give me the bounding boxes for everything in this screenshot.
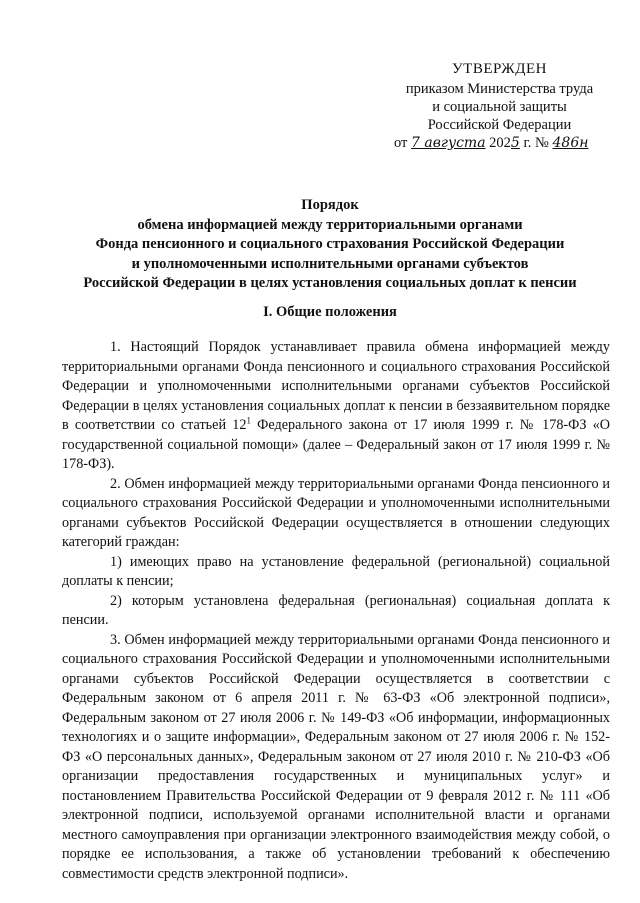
paragraph-2: 2. Обмен информацией между территориальными органами Фонда пенсионного и социального страхования Российской Федерации и уполномоченными исполнительными органами субъектов Российской Федерации осуществляется в отношении следующих категорий граждан: xyxy=(62,475,610,550)
number-label: г. № xyxy=(523,135,549,151)
title-line-2: обмена информацией между территориальными органами xyxy=(137,216,523,233)
approval-line-2: и социальной защиты xyxy=(432,99,567,115)
approval-line-3: Российской Федерации xyxy=(427,117,572,133)
approval-heading: УТВЕРЖДЕН xyxy=(452,61,547,77)
approval-date-line xyxy=(392,134,607,152)
document-body xyxy=(62,338,610,884)
paragraph-2-item-2: 2) которым установлена федеральная (региональная) социальная доплата к пенсии. xyxy=(62,592,610,628)
handwritten-year-digit: 5 xyxy=(510,135,520,151)
paragraph-3: 3. Обмен информацией между территориальными органами Фонда пенсионного и социального страхования Российской Федерации и уполномоченными исполнительными органами субъектов Российской Федерации осуществляется в соответствии с Федеральным законом от 6 апреля 2011 г. № 63-ФЗ «Об электронной подписи», Федеральным законом от 27 июля 2006 г. № 149-ФЗ «Об информации, информационных технологиях и о защите информации», Федеральным законом от 27 июля 2006 г. № 152-ФЗ «О персональных данных», Федеральным законом от 27 июля 2010 г. № 210-ФЗ «Об организации предоставления государственных и муниципальных услуг» и постановлением Правительства Российской Федерации от 9 февраля 2012 г. № 111 «Об электронной подписи, используемой органами исполнительной власти и органами местного самоуправления при организации электронного взаимодействия между собой, о порядке ее использования, а также об установлении требований к обеспечению совместимости средств электронной подписи». xyxy=(62,631,610,882)
approval-line-1: приказом Министерства труда xyxy=(405,81,594,97)
year-prefix: 202 xyxy=(489,135,511,151)
paragraph-1 xyxy=(62,338,610,475)
article-superscript: 1 xyxy=(246,415,251,426)
paragraph-1-text: 1. Настоящий Порядок устанавливает правила обмена информацией между территориальными органами Фонда пенсионного и социального страхования Российской Федерации и уполномоченными исполнительными органами субъектов Российской Федерации в целях установления социальных доплат к пенсии в беззаявительном порядке в соответствии со статьей 12 xyxy=(62,339,610,433)
paragraph-1-tail: Федерального закона от 17 июля 1999 г. № 178-ФЗ «О государственной социальной помощи» (далее – Федеральный закон от 17 июля 1999 г. № 178-ФЗ). xyxy=(62,417,610,472)
handwritten-date: 7 августа xyxy=(411,135,486,151)
title-line-4: и уполномоченными исполнительными органами субъектов xyxy=(131,255,529,272)
handwritten-order-number: 486н xyxy=(552,135,589,151)
title-line-3: Фонда пенсионного и социального страхования Российской Федерации xyxy=(95,236,565,252)
paragraph-2-item-1: 1) имеющих право на установление федеральной (региональной) социальной доплаты к пенсии; xyxy=(62,553,610,589)
approval-stamp xyxy=(392,60,607,152)
title-line-5: Российской Федерации в целях установления социальных доплат к пенсии xyxy=(83,275,577,291)
section-heading: I. Общие положения xyxy=(263,304,397,320)
date-prefix: от xyxy=(394,135,408,151)
document-title xyxy=(40,196,620,294)
title-line-1: Порядок xyxy=(301,197,359,213)
